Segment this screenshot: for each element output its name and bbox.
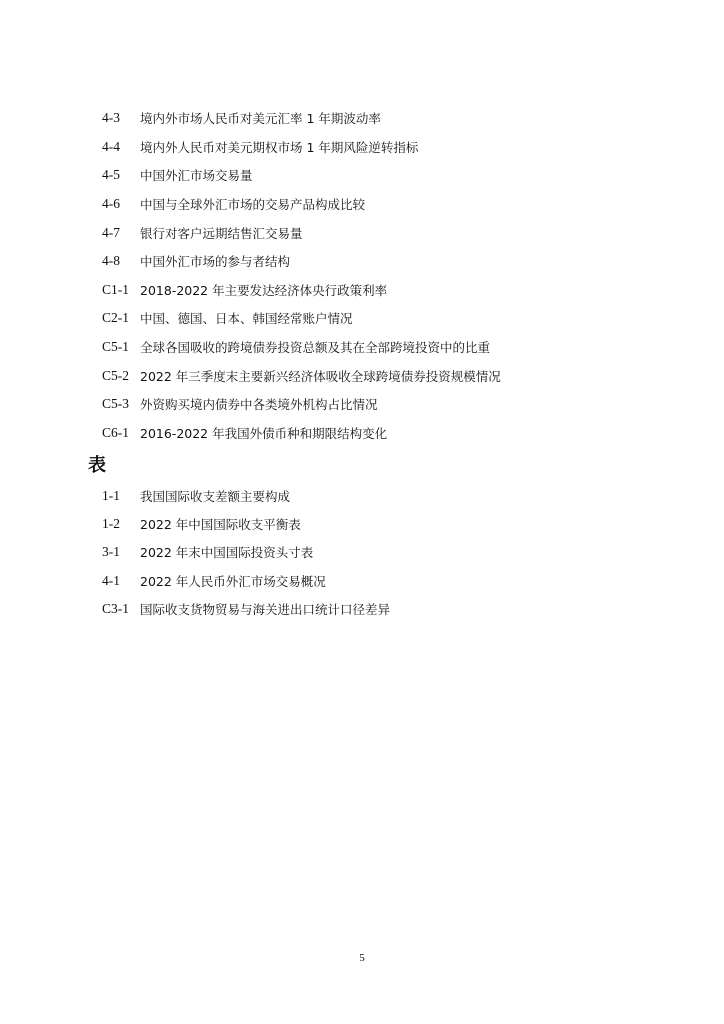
item-number: 1-1 [102,488,120,504]
list-item [102,482,702,510]
item-number: C1-1 [102,281,129,297]
item-number: C5-2 [102,367,129,383]
item-title: 境内外市场人民币对美元汇率 1 年期波动率 [140,111,381,127]
item-number: 4-7 [102,224,120,240]
item-title: 中国与全球外汇市场的交易产品构成比较 [140,197,366,213]
item-title: 2022 年中国国际收支平衡表 [140,517,301,533]
item-title: 外资购买境内债券中各类境外机构占比情况 [140,397,378,413]
list-item [102,104,702,133]
figure-list [102,104,702,447]
item-number: 4-3 [102,110,120,126]
item-title: 中国外汇市场交易量 [140,168,253,184]
list-item [102,333,702,362]
item-number: C3-1 [102,600,129,616]
item-number: 4-1 [102,572,120,588]
list-item [102,276,702,305]
item-title: 2022 年末中国国际投资头寸表 [140,545,314,561]
list-item [102,247,702,276]
item-number: C5-1 [102,339,129,355]
item-number: 4-4 [102,138,120,154]
list-item [102,510,702,538]
item-number: 4-5 [102,167,120,183]
list-item [102,161,702,190]
item-title: 境内外人民币对美元期权市场 1 年期风险逆转指标 [140,139,419,155]
item-number: 4-6 [102,196,120,212]
list-item [102,190,702,219]
table-list [102,482,702,623]
list-item [102,361,702,390]
list-item [102,595,702,623]
list-item [102,218,702,247]
item-number: 3-1 [102,544,120,560]
item-number: C6-1 [102,424,129,440]
item-title: 全球各国吸收的跨境债券投资总额及其在全部跨境投资中的比重 [140,340,491,356]
item-title: 2022 年人民币外汇市场交易概况 [140,573,326,589]
list-item [102,133,702,162]
item-number: 1-2 [102,516,120,532]
item-title: 2018-2022 年主要发达经济体央行政策利率 [140,282,388,298]
item-title: 中国外汇市场的参与者结构 [140,254,291,270]
page-number: 5 [359,952,365,964]
list-item [102,390,702,419]
list-item [102,567,702,595]
item-number: C5-3 [102,396,129,412]
item-title: 国际收支货物贸易与海关进出口统计口径差异 [140,601,391,617]
item-title: 我国国际收支差额主要构成 [140,489,291,505]
list-item [102,419,702,448]
item-title: 银行对客户远期结售汇交易量 [140,225,303,241]
item-title: 中国、德国、日本、韩国经常账户情况 [140,311,353,327]
item-title: 2016-2022 年我国外债币种和期限结构变化 [140,425,388,441]
list-item [102,538,702,566]
item-title: 2022 年三季度末主要新兴经济体吸收全球跨境债券投资规模情况 [140,368,501,384]
tables-section-heading: 表 [88,455,106,476]
list-item [102,304,702,333]
item-number: 4-8 [102,253,120,269]
item-number: C2-1 [102,310,129,326]
